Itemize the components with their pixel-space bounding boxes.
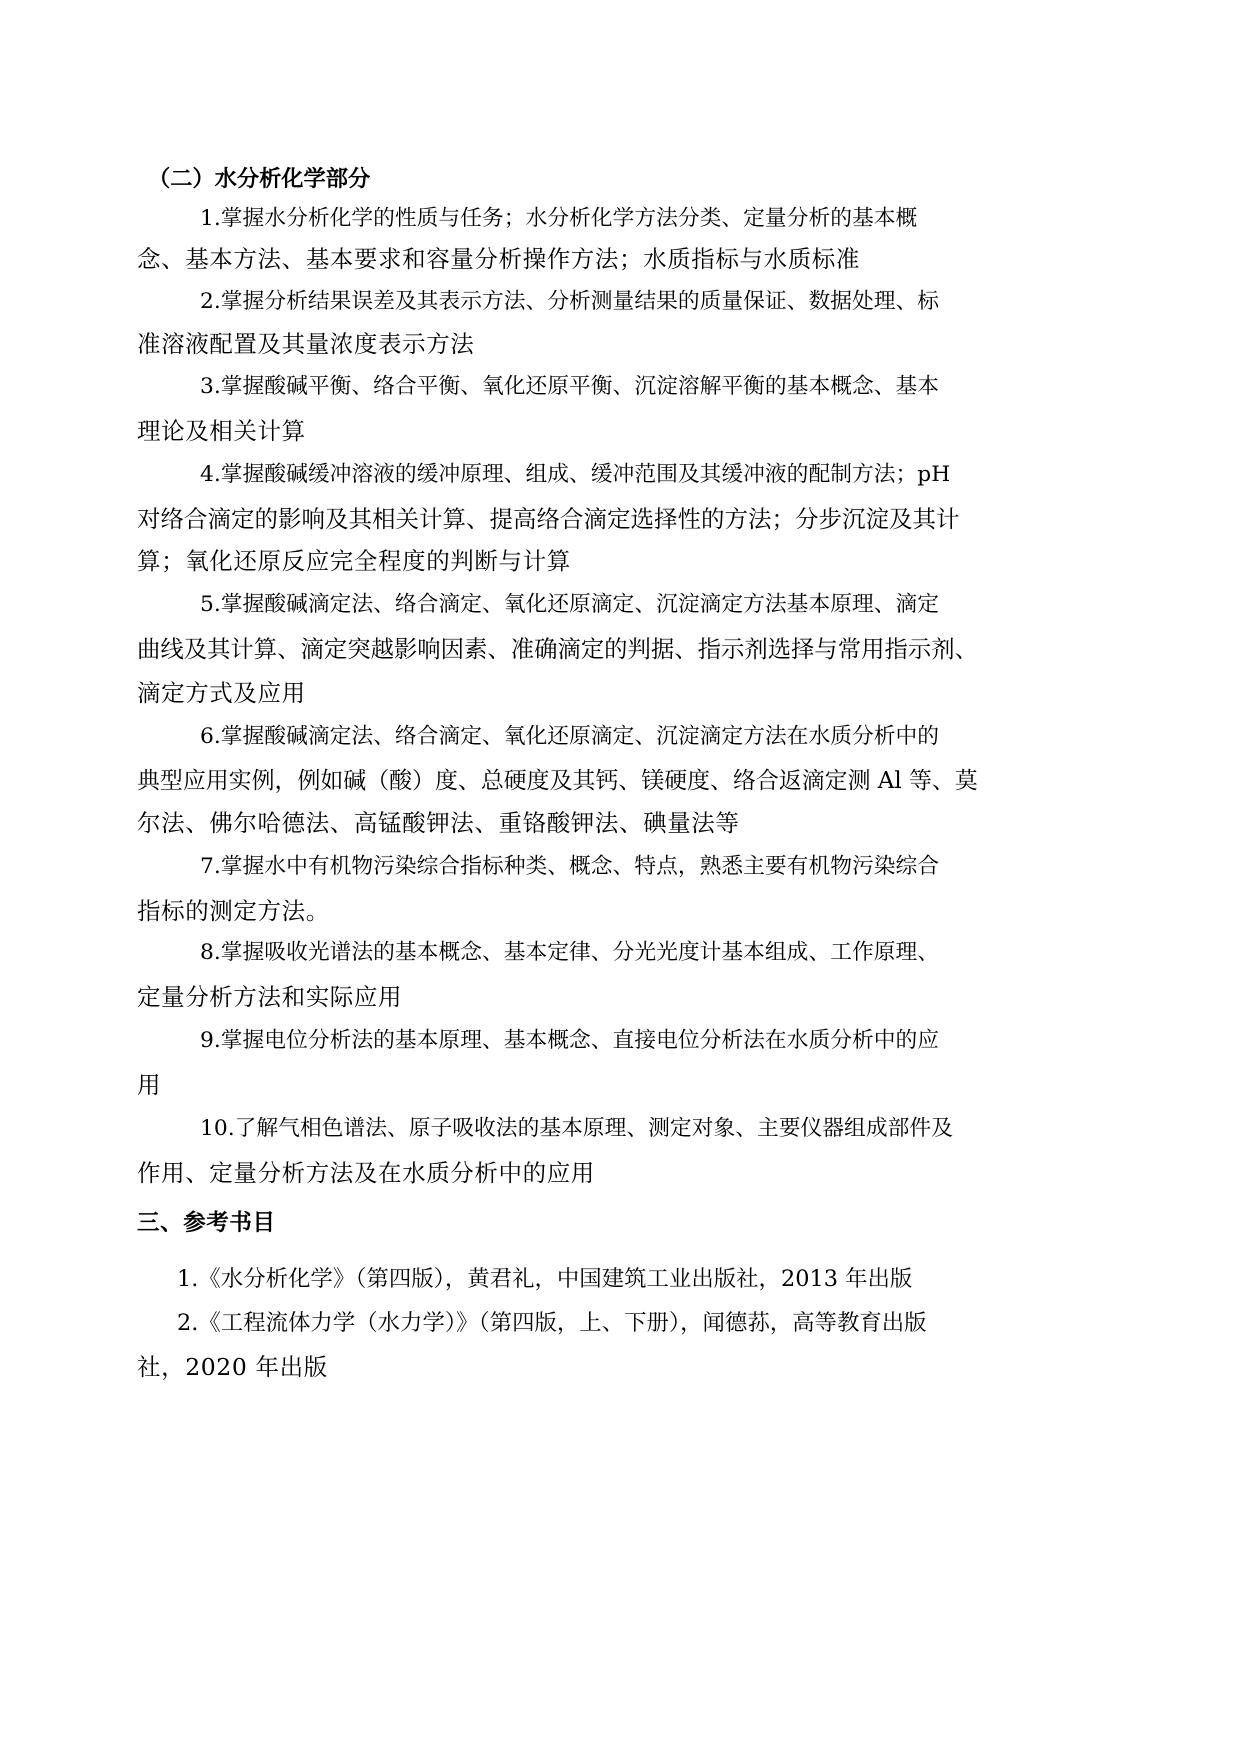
item-line: 2.掌握分析结果误差及其表示方法、分析测量结果的质量保证、数据处理、标 xyxy=(200,289,940,314)
item-line: 念、基本方法、基本要求和容量分析操作方法；水质指标与水质标准 xyxy=(137,245,860,273)
references-title: 三、参考书目 xyxy=(137,1210,276,1236)
item-line: 滴定方式及应用 xyxy=(137,679,306,707)
item-line: 3.掌握酸碱平衡、络合平衡、氧化还原平衡、沉淀溶解平衡的基本概念、基本 xyxy=(200,374,940,399)
item-line: 5.掌握酸碱滴定法、络合滴定、氧化还原滴定、沉淀滴定方法基本原理、滴定 xyxy=(200,592,940,617)
item-line: 准溶液配置及其量浓度表示方法 xyxy=(137,330,475,358)
item-line: 8.掌握吸收光谱法的基本概念、基本定律、分光光度计基本组成、工作原理、 xyxy=(200,940,940,965)
subsection-title: （二）水分析化学部分 xyxy=(148,166,371,192)
reference-line: 社，2020 年出版 xyxy=(137,1353,328,1381)
item-line: 9.掌握电位分析法的基本原理、基本概念、直接电位分析法在水质分析中的应 xyxy=(200,1028,940,1053)
item-line: 对络合滴定的影响及其相关计算、提高络合滴定选择性的方法；分步沉淀及其计 xyxy=(137,505,960,533)
item-line: 7.掌握水中有机物污染综合指标种类、概念、特点，熟悉主要有机物污染综合 xyxy=(200,854,940,879)
item-line: 4.掌握酸碱缓冲溶液的缓冲原理、组成、缓冲范围及其缓冲液的配制方法；pH xyxy=(200,462,951,487)
item-line: 典型应用实例，例如碱（酸）度、总硬度及其钙、镁硬度、络合返滴定测 Al 等、莫 xyxy=(137,768,978,794)
item-line: 6.掌握酸碱滴定法、络合滴定、氧化还原滴定、沉淀滴定方法在水质分析中的 xyxy=(200,724,940,749)
reference-line: 1.《水分析化学》（第四版），黄君礼，中国建筑工业出版社，2013 年出版 xyxy=(177,1266,913,1292)
item-line: 作用、定量分析方法及在水质分析中的应用 xyxy=(137,1159,595,1187)
item-line: 定量分析方法和实际应用 xyxy=(137,983,403,1011)
item-line: 理论及相关计算 xyxy=(137,417,306,445)
item-line: 10.了解气相色谱法、原子吸收法的基本原理、测定对象、主要仪器组成部件及 xyxy=(200,1116,953,1141)
item-line: 用 xyxy=(137,1071,162,1099)
reference-line: 2.《工程流体力学（水力学）》（第四版，上、下册），闻德荪，高等教育出版 xyxy=(177,1310,927,1336)
item-line: 指标的测定方法。 xyxy=(137,897,330,925)
item-line: 曲线及其计算、滴定突越影响因素、准确滴定的判据、指示剂选择与常用指示剂、 xyxy=(137,635,978,663)
item-line: 算；氧化还原反应完全程度的判断与计算 xyxy=(137,547,571,575)
item-line: 1.掌握水分析化学的性质与任务；水分析化学方法分类、定量分析的基本概 xyxy=(200,206,918,231)
item-line: 尔法、佛尔哈德法、高锰酸钾法、重铬酸钾法、碘量法等 xyxy=(137,809,740,837)
